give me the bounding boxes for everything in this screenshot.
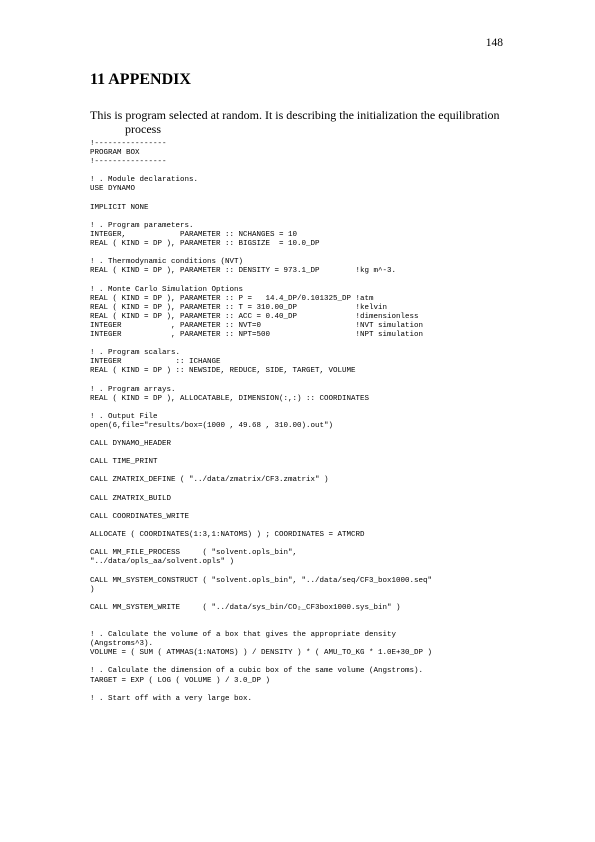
code-line: "../data/opls_aa/solvent.opls" ) [90, 558, 235, 567]
code-line [90, 276, 510, 285]
code-line: REAL ( KIND = DP ), PARAMETER :: ACC = 0.40_DP !dimensionless [90, 312, 419, 321]
code-line [90, 404, 510, 413]
code-line: ! . Program scalars. [90, 349, 181, 358]
code-line [90, 195, 510, 204]
code-line [90, 540, 510, 549]
code-line: INTEGER, PARAMETER :: NCHANGES = 10 [90, 230, 298, 239]
code-line [90, 486, 510, 495]
code-line: REAL ( KIND = DP ), PARAMETER :: P = 14.4_DP/0.101325_DP !atm [90, 294, 374, 303]
code-line: USE DYNAMO [90, 185, 136, 194]
code-line: ! . Thermodynamic conditions (NVT) [90, 258, 244, 267]
code-line [90, 567, 510, 576]
code-line: IMPLICIT NONE [90, 203, 149, 212]
code-line: CALL MM_SYSTEM_WRITE ( "../data/sys_bin/CO₂_CF3box1000.sys_bin" ) [90, 603, 401, 612]
code-line: REAL ( KIND = DP ), ALLOCATABLE, DIMENSION(:,:) :: COORDINATES [90, 394, 370, 403]
intro-line-2: process [125, 121, 161, 136]
code-line [90, 504, 510, 513]
code-line [90, 249, 510, 258]
code-line: CALL MM_FILE_PROCESS ( "solvent.opls_bin", [90, 549, 298, 558]
code-line: ! . Module declarations. [90, 176, 199, 185]
code-line: REAL ( KIND = DP ) :: NEWSIDE, REDUCE, SIDE, TARGET, VOLUME [90, 367, 356, 376]
code-line [90, 213, 510, 222]
code-line: ! . Program arrays. [90, 385, 176, 394]
code-line: INTEGER :: ICHANGE [90, 358, 221, 367]
code-line: ! . Program parameters. [90, 221, 194, 230]
code-line: VOLUME = ( SUM ( ATMMAS(1:NATOMS) ) / DENSITY ) * ( AMU_TO_KG * 1.0E+30_DP ) [90, 649, 433, 658]
code-line: ! . Output File [90, 412, 158, 421]
code-line: ! . Start off with a very large box. [90, 694, 253, 703]
code-line: open(6,file="results/box=(1000 , 49.68 , 310.00).out") [90, 421, 334, 430]
code-line: INTEGER , PARAMETER :: NVT=0 !NVT simulation [90, 321, 424, 330]
code-line: ALLOCATE ( COORDINATES(1:3,1:NATOMS) ) ; COORDINATES = ATMCRD [90, 531, 365, 540]
code-line [90, 376, 510, 385]
code-line [90, 622, 510, 631]
code-line: ! . Monte Carlo Simulation Options [90, 285, 244, 294]
code-line [90, 167, 510, 176]
code-line: REAL ( KIND = DP ), PARAMETER :: DENSITY = 973.1_DP !kg m^-3. [90, 267, 397, 276]
code-line: INTEGER , PARAMETER :: NPT=500 !NPT simulation [90, 330, 424, 339]
code-listing [90, 140, 510, 704]
code-line: CALL COORDINATES_WRITE [90, 512, 190, 521]
code-line: CALL ZMATRIX_DEFINE ( "../data/zmatrix/CF3.zmatrix" ) [90, 476, 329, 485]
code-line: (Angstroms^3). [90, 640, 154, 649]
code-line [90, 522, 510, 531]
code-line: REAL ( KIND = DP ), PARAMETER :: BIGSIZE = 10.0_DP [90, 240, 320, 249]
code-line [90, 658, 510, 667]
code-line: CALL ZMATRIX_BUILD [90, 494, 172, 503]
code-line: ! . Calculate the volume of a box that gives the appropriate density [90, 631, 397, 640]
code-line: ) [90, 585, 95, 594]
code-line [90, 449, 510, 458]
code-line [90, 340, 510, 349]
code-line [90, 431, 510, 440]
code-line: CALL DYNAMO_HEADER [90, 440, 172, 449]
code-line [90, 686, 510, 695]
code-line: !---------------- [90, 158, 167, 167]
code-line [90, 467, 510, 476]
code-line: CALL MM_SYSTEM_CONSTRUCT ( "solvent.opls_bin", "../data/seq/CF3_box1000.seq" [90, 576, 433, 585]
code-line: CALL TIME_PRINT [90, 458, 158, 467]
code-line [90, 595, 510, 604]
code-line [90, 613, 510, 622]
page-number: 148 [485, 37, 503, 49]
section-heading: 11 APPENDIX [90, 71, 191, 88]
intro-line-1: This is program selected at random. It is describing the initialization the equilibration [90, 108, 500, 122]
code-line: ! . Calculate the dimension of a cubic box of the same volume (Angstroms). [90, 667, 424, 676]
intro-paragraph [90, 109, 510, 136]
code-line: TARGET = EXP ( LOG ( VOLUME ) / 3.0_DP ) [90, 676, 271, 685]
code-line: PROGRAM BOX [90, 149, 140, 158]
code-line: REAL ( KIND = DP ), PARAMETER :: T = 310.00_DP !kelvin [90, 303, 388, 312]
code-line: !---------------- [90, 140, 167, 148]
